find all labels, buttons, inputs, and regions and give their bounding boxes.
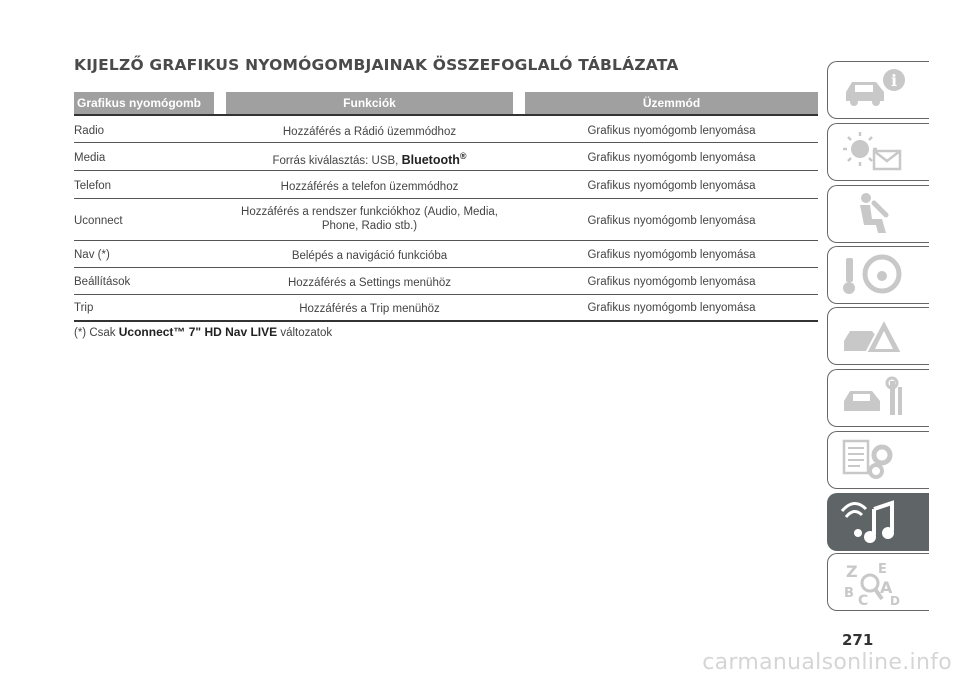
row-function-line1: Hozzáférés a rendszer funkciókhoz (Audio, Media, <box>241 206 498 218</box>
chapter-tab-dashboard[interactable] <box>827 123 929 181</box>
svg-text:A: A <box>880 578 893 597</box>
row-function: Hozzáférés a Trip menühöz <box>299 303 440 315</box>
footnote-prefix: (*) Csak <box>74 327 119 339</box>
chapter-tab-emergency[interactable] <box>827 307 929 365</box>
chapter-tab-getting-to-know[interactable] <box>827 61 929 119</box>
table-row-trip <box>74 295 818 322</box>
row-function-text: Forrás kiválasztás: USB, <box>272 155 402 168</box>
row-function: Belépés a navigáció funkcióba <box>291 250 448 262</box>
car-info-icon <box>838 65 918 117</box>
bluetooth-text: Bluetooth <box>401 153 460 168</box>
footnote <box>74 325 332 339</box>
svg-text:i: i <box>891 71 898 90</box>
alphabetical-index-icon <box>838 557 918 609</box>
footnote-product: Uconnect™ 7" HD Nav LIVE <box>118 325 278 339</box>
svg-text:D: D <box>890 594 900 608</box>
row-mode: Grafikus nyomógomb lenyomása <box>587 276 756 288</box>
row-mode: Grafikus nyomógomb lenyomása <box>587 125 756 137</box>
table-row-radio <box>74 116 818 143</box>
row-function <box>226 149 513 168</box>
bluetooth-brand <box>402 153 467 167</box>
svg-text:E: E <box>878 562 887 577</box>
svg-text:B: B <box>844 586 854 601</box>
chapter-tab-technical-data[interactable] <box>827 431 929 489</box>
row-button-label: Beállítások <box>74 276 131 288</box>
emergency-triangle-icon <box>838 311 918 363</box>
row-mode: Grafikus nyomógomb lenyomása <box>587 152 756 164</box>
row-button-label: Media <box>74 152 106 164</box>
row-button-label: Uconnect <box>74 215 123 227</box>
row-button-label: Nav (*) <box>74 249 110 261</box>
chapter-tab-index[interactable] <box>827 553 929 611</box>
table-row-media <box>74 143 818 171</box>
chapter-tab-maintenance[interactable] <box>827 369 929 427</box>
row-function: Hozzáférés a Settings menühöz <box>287 277 451 289</box>
row-mode: Grafikus nyomógomb lenyomása <box>587 180 756 192</box>
row-function-line2: Phone, Radio stb.) <box>321 220 418 232</box>
chapter-tab-safety[interactable] <box>827 185 929 243</box>
table-row-nav <box>74 241 818 268</box>
svg-text:Z: Z <box>846 562 858 581</box>
table-header <box>74 92 818 114</box>
svg-text:C: C <box>858 593 869 609</box>
page-title: KIJELZŐ GRAFIKUS NYOMÓGOMBJAINAK ÖSSZEFOGLALÓ TÁBLÁZATA <box>74 56 679 74</box>
seat-airbag-icon <box>838 189 918 241</box>
warning-lights-message-icon <box>838 127 918 179</box>
row-button-label: Radio <box>74 125 105 137</box>
header-funkciok: Funkciók <box>226 92 513 114</box>
footnote-suffix: változatok <box>277 327 333 339</box>
page-number: 271 <box>842 631 874 649</box>
registered-mark: ® <box>459 151 467 161</box>
table-row-uconnect <box>74 199 818 241</box>
header-grafikus-nyomogomb: Grafikus nyomógomb <box>74 92 214 114</box>
table-row-beallitasok <box>74 268 818 295</box>
chapter-tab-starting-driving[interactable] <box>827 246 929 304</box>
row-button-label: Telefon <box>74 180 112 192</box>
technical-data-gears-icon <box>838 435 918 487</box>
chapter-tab-multimedia[interactable] <box>827 493 929 551</box>
row-function <box>226 205 513 233</box>
row-function: Hozzáférés a Rádió üzemmódhoz <box>282 126 457 138</box>
row-mode: Grafikus nyomógomb lenyomása <box>587 302 756 314</box>
car-maintenance-tools-icon <box>838 373 918 425</box>
row-button-label: Trip <box>74 302 94 314</box>
table-row-telefon <box>74 171 818 199</box>
row-mode: Grafikus nyomógomb lenyomása <box>587 249 756 261</box>
row-mode: Grafikus nyomógomb lenyomása <box>587 215 756 227</box>
watermark-text: carmanualsonline.info <box>702 650 952 675</box>
row-function: Hozzáférés a telefon üzemmódhoz <box>280 181 459 193</box>
header-uzemmod: Üzemmód <box>525 92 818 114</box>
key-steering-wheel-icon <box>838 250 918 302</box>
multimedia-music-icon <box>838 497 918 549</box>
